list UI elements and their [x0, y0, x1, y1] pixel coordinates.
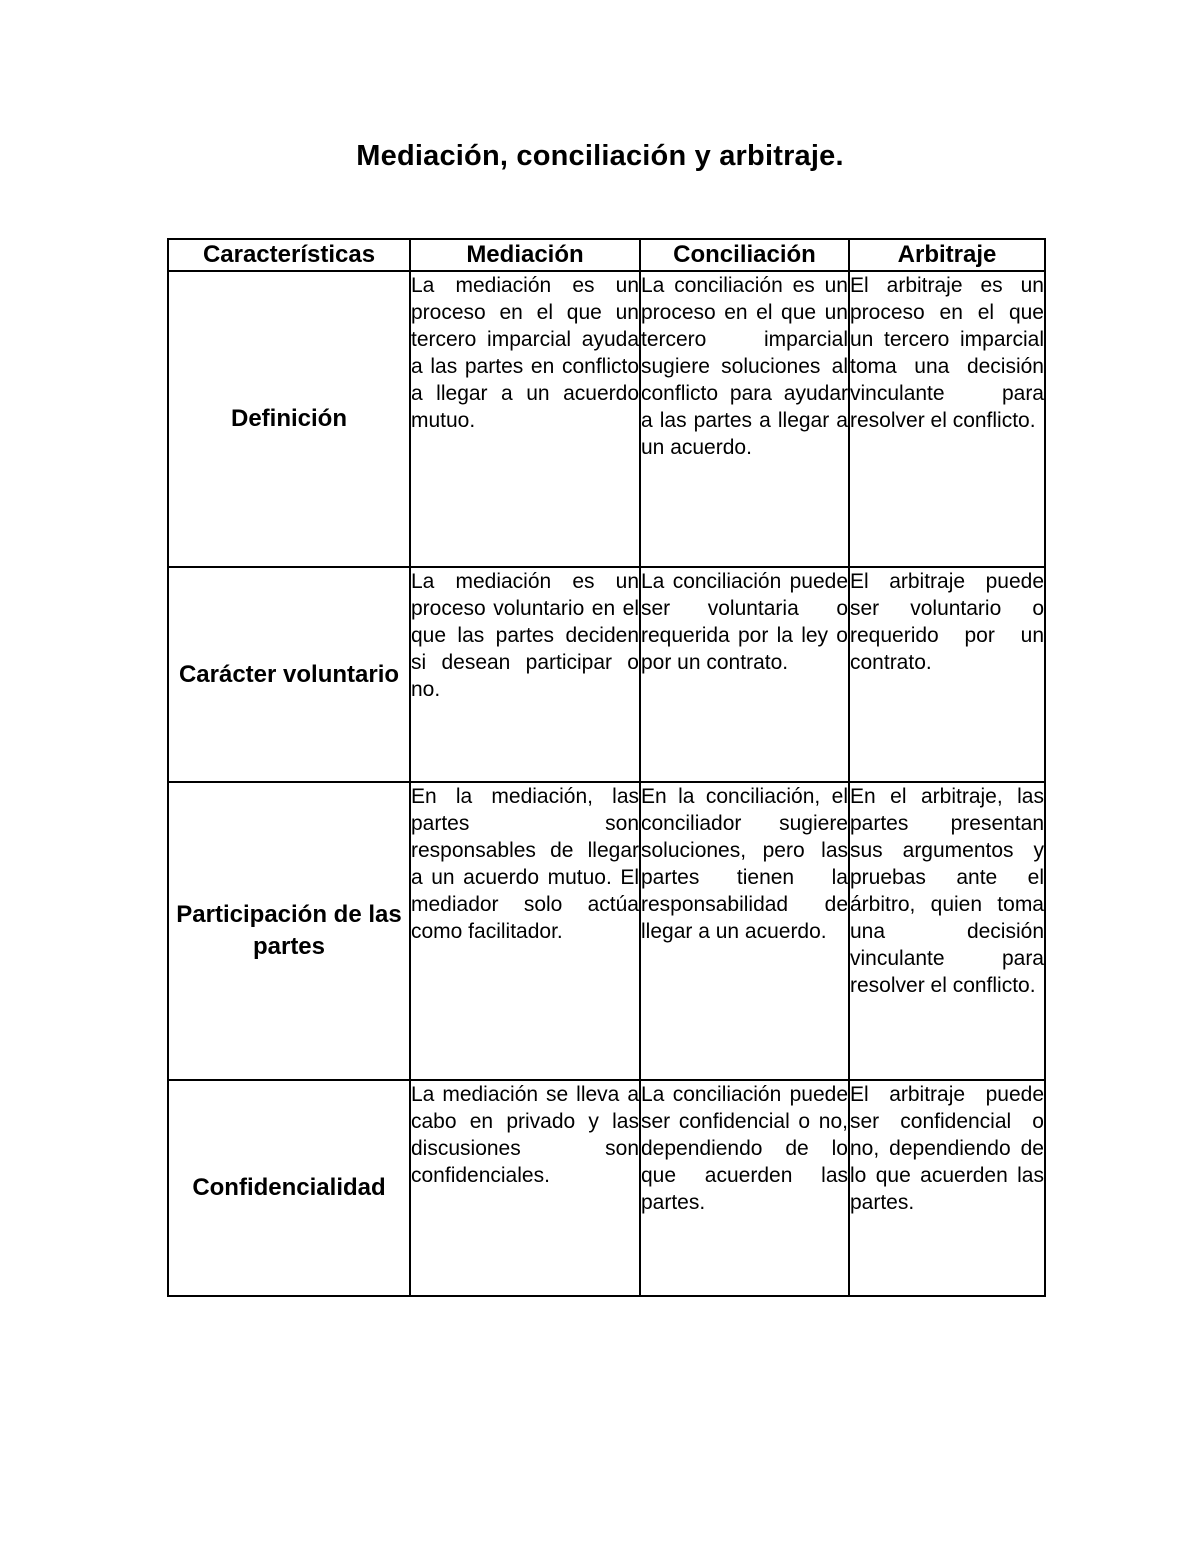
table-cell: La conciliación puede ser voluntaria o requerida por la ley o por un contrato.	[640, 567, 849, 782]
table-row-caracter-voluntario	[168, 567, 1045, 782]
table-cell: El arbitraje puede ser confidencial o no, dependiendo de lo que acuerden las partes.	[849, 1080, 1045, 1296]
table-cell: El arbitraje puede ser voluntario o requerido por un contrato.	[849, 567, 1045, 782]
column-header-mediacion: Mediación	[410, 239, 640, 271]
row-label: Participación de las partes	[168, 782, 410, 1080]
page-title: Mediación, conciliación y arbitraje.	[356, 140, 844, 172]
table-cell: La mediación se lleva a cabo en privado y las discusiones son confidenciales.	[410, 1080, 640, 1296]
table-cell: La conciliación es un proceso en el que un tercero imparcial sugiere soluciones al conflicto para ayudar a las partes a llegar a un acuerdo.	[640, 271, 849, 567]
table-cell: En la mediación, las partes son responsables de llegar a un acuerdo mutuo. El mediador solo actúa como facilitador.	[410, 782, 640, 1080]
column-header-conciliacion: Conciliación	[640, 239, 849, 271]
table-cell: La conciliación puede ser confidencial o no, dependiendo de lo que acuerden las partes.	[640, 1080, 849, 1296]
comparison-table	[167, 238, 1046, 1297]
table-cell: En el arbitraje, las partes presentan sus argumentos y pruebas ante el árbitro, quien toma una decisión vinculante para resolver el conflicto.	[849, 782, 1045, 1080]
row-label: Definición	[168, 271, 410, 567]
table-cell: En la conciliación, el conciliador sugiere soluciones, pero las partes tienen la responsabilidad de llegar a un acuerdo.	[640, 782, 849, 1080]
table-row-participacion	[168, 782, 1045, 1080]
table-row-confidencialidad	[168, 1080, 1045, 1296]
table-cell: La mediación es un proceso voluntario en el que las partes deciden si desean participar o no.	[410, 567, 640, 782]
table-row-definicion	[168, 271, 1045, 567]
table-header-row	[168, 239, 1045, 271]
column-header-arbitraje: Arbitraje	[849, 239, 1045, 271]
column-header-caracteristicas: Características	[168, 239, 410, 271]
table-cell: El arbitraje es un proceso en el que un tercero imparcial toma una decisión vinculante para resolver el conflicto.	[849, 271, 1045, 567]
table-cell: La mediación es un proceso en el que un tercero imparcial ayuda a las partes en conflicto a llegar a un acuerdo mutuo.	[410, 271, 640, 567]
row-label: Confidencialidad	[168, 1080, 410, 1296]
row-label: Carácter voluntario	[168, 567, 410, 782]
